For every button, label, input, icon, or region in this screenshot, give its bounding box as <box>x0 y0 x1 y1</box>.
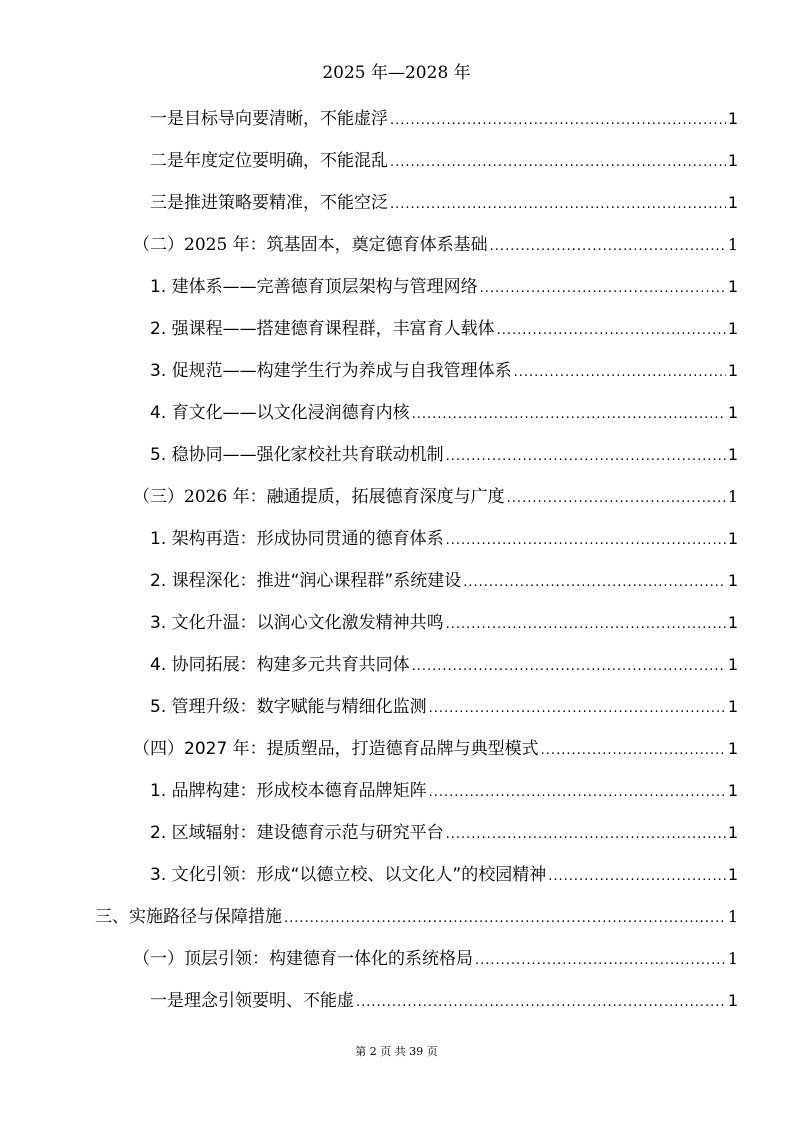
toc-entry-page: 1 <box>727 151 738 170</box>
toc-entry[interactable] <box>150 190 738 214</box>
toc-entry[interactable] <box>150 820 738 844</box>
toc-entry-section[interactable] <box>133 484 738 508</box>
toc-entry[interactable] <box>150 652 738 676</box>
toc-entry-page: 1 <box>727 739 738 758</box>
toc-entry-label: 一是理念引领要明、不能虚 <box>150 991 354 1011</box>
toc-entry[interactable] <box>150 862 738 886</box>
toc-entry-label: 5. 稳协同——强化家校社共育联动机制 <box>150 445 444 465</box>
toc-entry[interactable] <box>150 358 738 382</box>
toc-entry-label: 4. 育文化——以文化浸润德育内核 <box>150 403 410 423</box>
toc-leader-dots <box>356 994 726 1012</box>
toc-leader-dots <box>548 868 726 886</box>
toc-entry-page: 1 <box>727 697 738 716</box>
toc-leader-dots <box>463 574 726 592</box>
toc-entry-chapter[interactable] <box>95 904 738 928</box>
toc-leader-dots <box>497 322 726 340</box>
toc-entry[interactable] <box>150 148 738 172</box>
toc-entry-label: 1. 建体系——完善德育顶层架构与管理网络 <box>150 277 478 297</box>
toc-entry-page: 1 <box>727 319 738 338</box>
toc-leader-dots <box>507 490 726 508</box>
toc-leader-dots <box>490 238 726 256</box>
toc-entry-label: （四）2027 年：提质塑品，打造德育品牌与典型模式 <box>133 739 539 759</box>
toc-entry-page: 1 <box>727 571 738 590</box>
toc-entry-page: 1 <box>727 907 738 926</box>
toc-leader-dots <box>541 742 726 760</box>
toc-entry-label: （一）顶层引领：构建德育一体化的系统格局 <box>133 949 473 969</box>
toc-entry-page: 1 <box>727 655 738 674</box>
page-footer: 第 2 页 共 39 页 <box>355 1045 438 1058</box>
toc-entry-page: 1 <box>727 193 738 212</box>
toc-entry-page: 1 <box>727 277 738 296</box>
toc-entry-label: 2. 强课程——搭建德育课程群，丰富育人载体 <box>150 319 495 339</box>
toc-entry-page: 1 <box>727 823 738 842</box>
toc-entry-label: 1. 品牌构建：形成校本德育品牌矩阵 <box>150 781 427 801</box>
toc-entry-label: 2. 区域辐射：建设德育示范与研究平台 <box>150 823 444 843</box>
toc-entry-section[interactable] <box>133 946 738 970</box>
toc-entry-label: （三）2026 年：融通提质，拓展德育深度与广度 <box>133 487 505 507</box>
toc-entry-page: 1 <box>727 949 738 968</box>
toc-leader-dots <box>390 112 726 130</box>
toc-leader-dots <box>284 910 726 928</box>
toc-entry-page: 1 <box>727 613 738 632</box>
toc-entry-page: 1 <box>727 865 738 884</box>
toc-entry-label: 一是目标导向要清晰，不能虚浮 <box>150 109 388 129</box>
toc-entry[interactable] <box>150 442 738 466</box>
toc-entry-page: 1 <box>727 781 738 800</box>
toc-entry[interactable] <box>150 694 738 718</box>
toc-entry-page: 1 <box>727 991 738 1010</box>
toc-entry-label: 3. 促规范——构建学生行为养成与自我管理体系 <box>150 361 512 381</box>
toc-leader-dots <box>475 952 726 970</box>
toc-entry[interactable] <box>150 274 738 298</box>
toc-entry[interactable] <box>150 316 738 340</box>
toc-leader-dots <box>480 280 726 298</box>
toc-entry-label: 4. 协同拓展：构建多元共育共同体 <box>150 655 410 675</box>
toc-leader-dots <box>412 406 726 424</box>
toc-entry-label: 5. 管理升级：数字赋能与精细化监测 <box>150 697 427 717</box>
toc-entry-page: 1 <box>727 361 738 380</box>
page-header-title: 2025 年—2028 年 <box>322 63 471 83</box>
toc-leader-dots <box>446 448 726 466</box>
toc-leader-dots <box>446 532 726 550</box>
toc-entry-label: 3. 文化引领：形成“以德立校、以文化人”的校园精神 <box>150 865 547 885</box>
toc-leader-dots <box>446 616 726 634</box>
toc-leader-dots <box>390 196 726 214</box>
toc-entry[interactable] <box>150 526 738 550</box>
toc-entry-section[interactable] <box>133 736 738 760</box>
toc-entry-label: 1. 架构再造：形成协同贯通的德育体系 <box>150 529 444 549</box>
toc-leader-dots <box>429 784 726 802</box>
toc-entry-page: 1 <box>727 403 738 422</box>
toc-leader-dots <box>514 364 726 382</box>
toc-entry[interactable] <box>150 400 738 424</box>
toc-leader-dots <box>429 700 726 718</box>
toc-leader-dots <box>412 658 726 676</box>
toc-entry-page: 1 <box>727 529 738 548</box>
toc-entry-label: 二是年度定位要明确，不能混乱 <box>150 151 388 171</box>
toc-entry[interactable] <box>150 568 738 592</box>
toc-entry-page: 1 <box>727 109 738 128</box>
toc-entry[interactable] <box>150 106 738 130</box>
toc-entry-page: 1 <box>727 235 738 254</box>
toc-entry-label: 2. 课程深化：推进“润心课程群”系统建设 <box>150 571 462 591</box>
toc-entry-label: 三、实施路径与保障措施 <box>95 907 282 927</box>
toc-entry[interactable] <box>150 988 738 1012</box>
toc-entry[interactable] <box>150 610 738 634</box>
toc-entry-label: 三是推进策略要精准，不能空泛 <box>150 193 388 213</box>
toc-leader-dots <box>390 154 726 172</box>
toc-entry-label: （二）2025 年：筑基固本，奠定德育体系基础 <box>133 235 488 255</box>
toc-entry-page: 1 <box>727 487 738 506</box>
toc-entry[interactable] <box>150 778 738 802</box>
toc-leader-dots <box>446 826 726 844</box>
toc-entry-page: 1 <box>727 445 738 464</box>
toc-entry-label: 3. 文化升温：以润心文化激发精神共鸣 <box>150 613 444 633</box>
toc-entry-section[interactable] <box>133 232 738 256</box>
